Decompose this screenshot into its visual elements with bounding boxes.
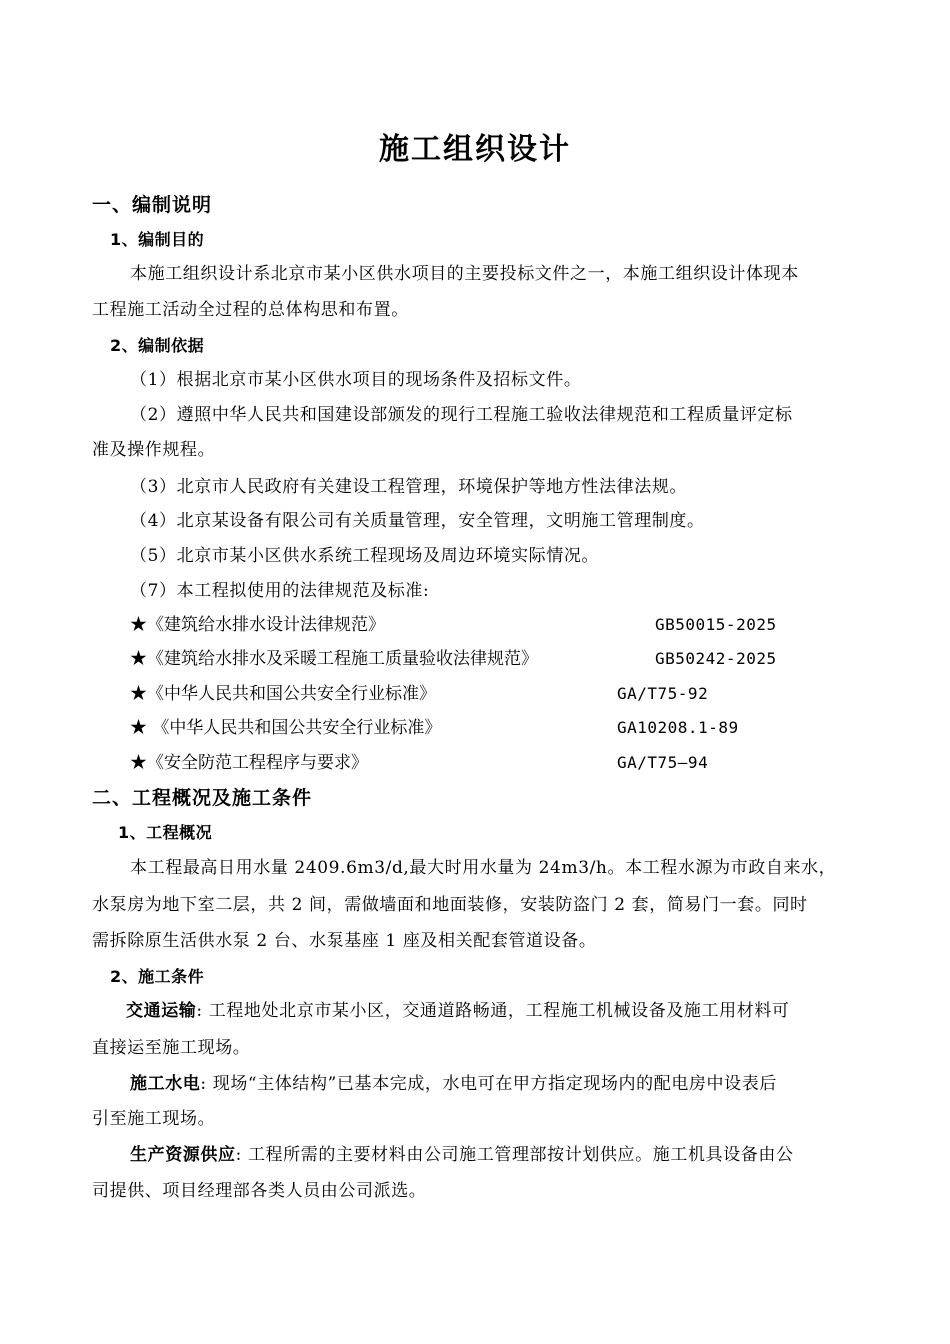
- subsection-heading-basis: 2、编制依据: [110, 336, 205, 355]
- standard-code: GA10208.1-89: [617, 718, 739, 737]
- section-heading-1: 一、编制说明: [92, 194, 213, 216]
- traffic-label: 交通运输: [126, 1001, 197, 1021]
- section-heading-2: 二、工程概况及施工条件: [92, 787, 313, 809]
- subsection-heading-purpose: 1、编制目的: [110, 230, 205, 249]
- document-title: 施工组织设计: [379, 132, 571, 167]
- list-item: （5）北京市某小区供水系统工程现场及周边环境实际情况。: [130, 546, 600, 566]
- list-item: （3）北京市人民政府有关建设工程管理，环境保护等地方性法律法规。: [130, 477, 688, 497]
- paragraph-line: 本施工组织设计系北京市某小区供水项目的主要投标文件之一，本施工组织设计体现本: [130, 264, 799, 284]
- paragraph-line: 水泵房为地下室二层，共 2 间，需做墙面和地面装修，安装防盗门 2 套，简易门一套。同时: [92, 895, 808, 915]
- paragraph-line: 引至施工现场。: [92, 1109, 216, 1129]
- paragraph-line: [126, 1000, 790, 1022]
- power-label: 施工水电: [130, 1074, 201, 1094]
- standard-code: GA/T75-92: [617, 684, 709, 703]
- subsection-heading-conditions: 2、施工条件: [110, 967, 205, 986]
- paragraph-line: 司提供、项目经理部各类人员由公司派选。: [92, 1181, 427, 1201]
- standard-name: ★《安全防范工程程序与要求》: [130, 753, 368, 773]
- paragraph-line: 直接运至施工现场。: [92, 1038, 251, 1058]
- paragraph-line: 本工程最高日用水量 2409.6m3/d,最大时用水量为 24m3/h。本工程水源为市政自来水，: [130, 858, 837, 878]
- list-item: （2）遵照中华人民共和国建设部颁发的现行工程施工验收法律规范和工程质量评定标: [130, 405, 793, 425]
- traffic-text: : 工程地处北京市某小区，交通道路畅通，工程施工机械设备及施工用材料可: [196, 1001, 790, 1021]
- standard-name: ★《建筑给水排水及采暖工程施工质量验收法律规范》: [130, 649, 538, 669]
- list-item-continuation: 准及操作规程。: [92, 440, 216, 460]
- list-item: （7）本工程拟使用的法律规范及标准:: [130, 581, 430, 601]
- list-item: （4）北京某设备有限公司有关质量管理，安全管理，文明施工管理制度。: [130, 511, 705, 531]
- subsection-heading-overview: 1、工程概况: [118, 823, 213, 842]
- standard-name: ★《中华人民共和国公共安全行业标准》: [130, 684, 436, 704]
- paragraph-line: [130, 1073, 777, 1095]
- supply-label: 生产资源供应: [130, 1145, 236, 1165]
- paragraph-line: [130, 1144, 794, 1166]
- power-text: : 现场“主体结构”已基本完成，水电可在甲方指定现场内的配电房中设表后: [200, 1074, 777, 1094]
- paragraph-line: 工程施工活动全过程的总体构思和布置。: [92, 300, 409, 320]
- list-item: （1）根据北京市某小区供水项目的现场条件及招标文件。: [130, 370, 582, 390]
- paragraph-line: 需拆除原生活供水泵 2 台、水泵基座 1 座及相关配套管道设备。: [92, 931, 597, 951]
- standard-code: GB50242-2025: [655, 649, 777, 668]
- standard-code: GA/T75—94: [617, 753, 709, 772]
- supply-text: : 工程所需的主要材料由公司施工管理部按计划供应。施工机具设备由公: [235, 1145, 794, 1165]
- standard-name: ★《建筑给水排水设计法律规范》: [130, 615, 385, 635]
- standard-name: ★ 《中华人民共和国公共安全行业标准》: [130, 718, 442, 738]
- standard-code: GB50015-2025: [655, 615, 777, 634]
